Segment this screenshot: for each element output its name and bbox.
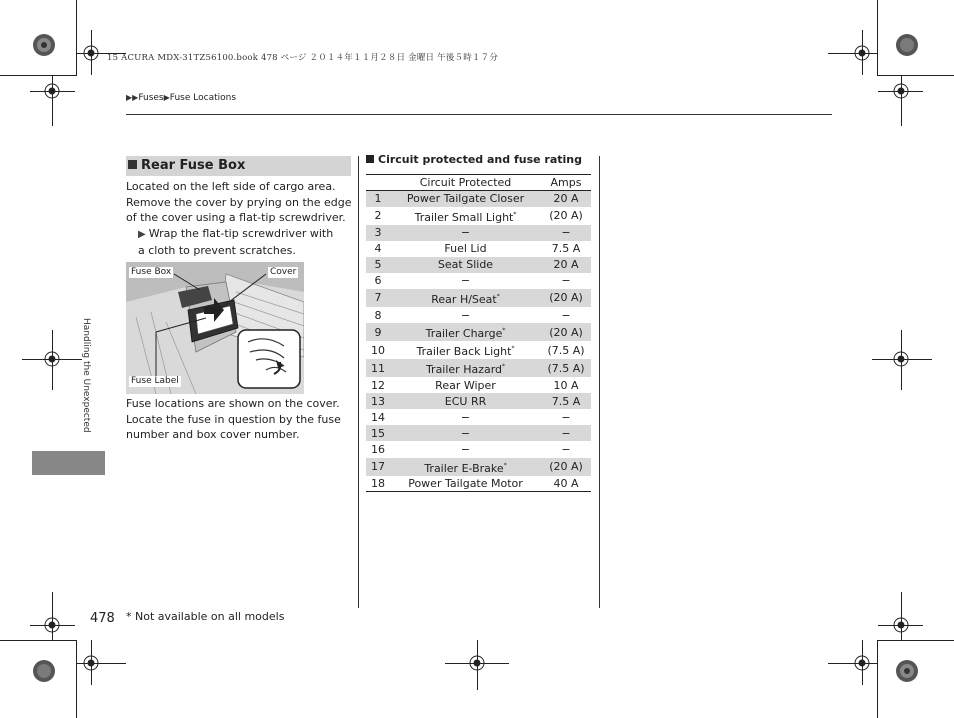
table-row <box>366 359 591 377</box>
table-row <box>366 341 591 359</box>
fuse-number: 6 <box>374 274 382 288</box>
circuit-name: − <box>390 425 541 441</box>
circuit-name: Power Tailgate Motor <box>390 476 541 492</box>
table-row <box>366 409 591 425</box>
circuit-name: Trailer Hazard* <box>390 359 541 377</box>
table-row <box>366 225 591 241</box>
fuse-amps: (20 A) <box>541 323 591 341</box>
table-row <box>366 393 591 409</box>
fuse-number: 18 <box>366 476 390 492</box>
header-rule <box>126 114 832 115</box>
table-title: Circuit protected and fuse rating <box>366 153 582 166</box>
fuse-amps: (20 A) <box>541 289 591 307</box>
fuse-amps: − <box>561 274 571 288</box>
section-title: Rear Fuse Box <box>126 156 351 176</box>
fuse-number: 13 <box>366 393 390 409</box>
table-row <box>366 323 591 341</box>
breadcrumb <box>126 93 236 103</box>
outro-text: Fuse locations are shown on the cover. Locate the fuse in question by the fuse number and box cover number. <box>126 397 341 441</box>
asterisk-marker: * <box>511 345 515 353</box>
circuit-name: − <box>460 442 471 456</box>
fuse-number: 12 <box>371 378 385 392</box>
asterisk-marker: * <box>503 461 507 469</box>
table-row <box>366 191 591 207</box>
column-header-circuit: Circuit Protected <box>390 175 541 191</box>
fuse-number: 16 <box>371 442 385 456</box>
table-row <box>366 458 591 476</box>
table-row <box>366 241 591 257</box>
fuse-number: 10 <box>371 343 385 357</box>
circuit-name: ECU RR <box>390 393 541 409</box>
breadcrumb-item-fuse-locations[interactable]: Fuse Locations <box>169 93 237 103</box>
circuit-name: Fuel Lid <box>444 242 487 256</box>
table-row <box>366 425 591 441</box>
chapter-tab <box>32 451 105 475</box>
note-text: ▶ Wrap the flat-tip screwdriver with a cloth to prevent scratches. <box>138 227 334 257</box>
square-bullet-icon <box>366 155 374 163</box>
fuse-number: 14 <box>371 410 385 424</box>
fuse-number: 5 <box>366 257 390 273</box>
callout-cover: Cover <box>270 267 297 277</box>
table-row <box>366 307 591 323</box>
column-divider <box>358 156 359 608</box>
fuse-amps: 20 A <box>541 191 591 207</box>
fuse-rating-table <box>366 174 591 492</box>
circuit-name: Trailer Small Light* <box>414 210 517 224</box>
fuse-amps: (20 A) <box>541 458 591 476</box>
circuit-name: Rear Wiper <box>435 378 496 392</box>
fuse-number: 11 <box>366 359 390 377</box>
circuit-name: − <box>460 308 471 322</box>
fuse-amps: − <box>561 442 571 456</box>
fuse-amps: (7.5 A) <box>541 359 591 377</box>
fuse-amps: 10 A <box>553 378 579 392</box>
callout-fuse-label: Fuse Label <box>131 376 179 386</box>
circuit-name: Trailer Back Light* <box>416 345 515 359</box>
circuit-name: Rear H/Seat* <box>390 289 541 307</box>
fuse-number: 2 <box>374 209 382 223</box>
table-row <box>366 273 591 289</box>
cargo-area-drawing <box>126 262 304 394</box>
fuse-number: 8 <box>374 308 382 322</box>
fuse-amps: 7.5 A <box>551 242 581 256</box>
square-bullet-icon <box>128 160 137 169</box>
fuse-number: 15 <box>366 425 390 441</box>
fuse-amps: (7.5 A) <box>547 343 585 357</box>
breadcrumb-arrow-icon: ▶ <box>163 93 170 102</box>
fuse-number: 4 <box>374 242 382 256</box>
asterisk-marker: * <box>496 292 500 300</box>
circuit-name: Seat Slide <box>390 257 541 273</box>
callout-fuse-box: Fuse Box <box>131 267 172 277</box>
triangle-bullet-icon: ▶ <box>138 229 146 240</box>
fuse-amps: 7.5 A <box>541 393 591 409</box>
fuse-number: 17 <box>366 458 390 476</box>
circuit-name: − <box>460 274 471 288</box>
fuse-amps: − <box>541 425 591 441</box>
circuit-name: − <box>460 410 471 424</box>
page-number: 478 <box>90 611 115 626</box>
fuse-amps: 20 A <box>541 257 591 273</box>
table-row <box>366 476 591 492</box>
table-row <box>366 257 591 273</box>
column-divider <box>599 156 600 608</box>
fuse-box-illustration <box>126 262 304 394</box>
table-row <box>366 289 591 307</box>
table-row <box>366 441 591 457</box>
fuse-amps: 40 A <box>541 476 591 492</box>
table-row <box>366 207 591 225</box>
fuse-number: 7 <box>366 289 390 307</box>
table-header-row <box>366 175 591 191</box>
print-header: 15 ACURA MDX-31TZ56100.book 478 ページ ２０１４年１１月２８日 金曜日 午後５時１７分 <box>107 53 499 63</box>
fuse-amps: − <box>541 225 591 241</box>
fuse-amps: − <box>561 308 571 322</box>
asterisk-marker: * <box>513 210 517 218</box>
table-body <box>366 191 591 492</box>
chapter-label: Handling the Unexpected <box>81 318 91 433</box>
fuse-number: 9 <box>366 323 390 341</box>
fuse-number: 1 <box>366 191 390 207</box>
circuit-name: − <box>390 225 541 241</box>
fuse-number: 3 <box>366 225 390 241</box>
asterisk-marker: * <box>502 363 506 371</box>
breadcrumb-item-fuses[interactable]: Fuses <box>138 93 164 103</box>
fuse-amps: (20 A) <box>549 209 583 223</box>
fuse-amps: − <box>561 410 571 424</box>
asterisk-marker: * <box>502 327 506 335</box>
column-header-number <box>366 175 390 191</box>
column-header-amps: Amps <box>541 175 591 191</box>
footnote: * Not available on all models <box>126 610 285 623</box>
breadcrumb-arrow-icon: ▶▶ <box>126 93 139 102</box>
circuit-name: Power Tailgate Closer <box>390 191 541 207</box>
circuit-name: Trailer E-Brake* <box>390 458 541 476</box>
table-row <box>366 377 591 393</box>
circuit-name: Trailer Charge* <box>390 323 541 341</box>
intro-text: Located on the left side of cargo area. Remove the cover by prying on the edge of the cover using a flat-tip screwdriver. <box>126 180 352 224</box>
